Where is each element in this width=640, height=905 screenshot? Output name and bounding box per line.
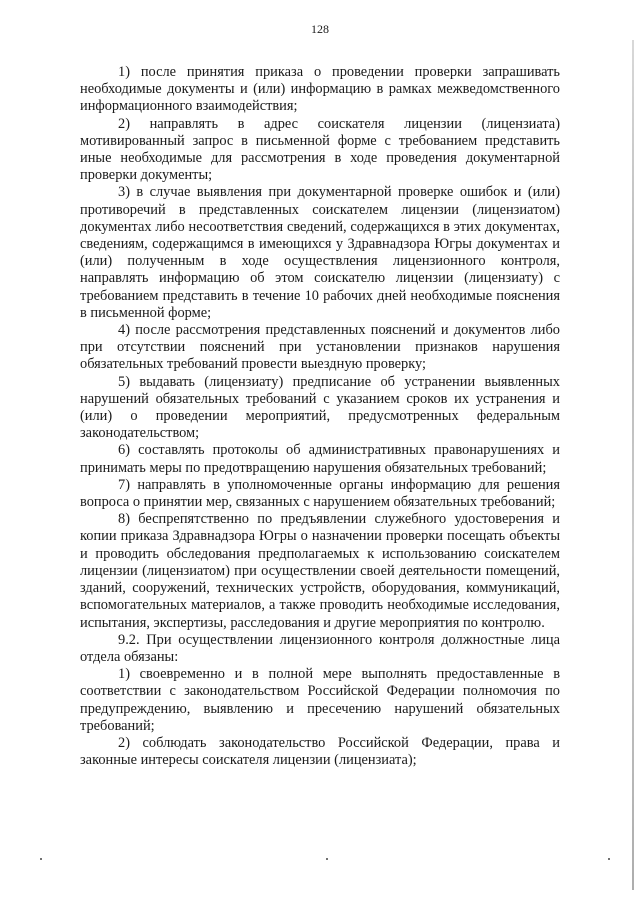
paragraph-3: 3) в случае выявления при документарной проверке ошибок и (или) противоречий в представленных соискателем лицензии (лицензиатом) документах либо несоответствия сведений, содержащихся в этих документах, сведениям, содержащимся в имеющихся у Здравнадзора Югры документах и (или) полученным в ходе осуществления лицензионного контроля, направлять информацию об этом соискателю лицензии (лицензиату) с требованием представить в течение 10 рабочих дней необходимые пояснения в письменной форме; (80, 184, 560, 321)
paragraph-1: 1) после принятия приказа о проведении проверки запрашивать необходимые документы и (или) информацию в рамках межведомственного информационного взаимодействия; (80, 64, 560, 115)
paragraph-5: 5) выдавать (лицензиату) предписание об устранении выявленных нарушений обязательных требований с указанием сроков их устранения и (или) о проведении мероприятий, предусмотренных федеральным законодательством; (80, 373, 560, 442)
scan-speck (40, 858, 42, 860)
paragraph-9-2-2: 2) соблюдать законодательство Российской Федерации, права и законные интересы соискателя лицензии (лицензиата); (80, 734, 560, 769)
scan-edge-line (632, 40, 634, 890)
paragraph-7: 7) направлять в уполномоченные органы информацию для решения вопроса о принятии мер, связанных с нарушением обязательных требований; (80, 476, 560, 511)
document-body (80, 64, 560, 769)
paragraph-2: 2) направлять в адрес соискателя лицензии (лицензиата) мотивированный запрос в письменной форме с требованием представить иные необходимые для рассмотрения в ходе проведения документарной проверки документы; (80, 115, 560, 184)
paragraph-4: 4) после рассмотрения представленных пояснений и документов либо при отсутствии пояснений при установлении признаков нарушения обязательных требований провести выездную проверку; (80, 322, 560, 373)
scan-speck (608, 858, 610, 860)
page-number: 128 (311, 22, 329, 36)
section-9-2-intro: 9.2. При осуществлении лицензионного контроля должностные лица отдела обязаны: (80, 631, 560, 665)
paragraph-9-2-1: 1) своевременно и в полной мере выполнять предоставленные в соответствии с законодательством Российской Федерации полномочия по предупреждению, выявлению и пресечению нарушений обязательных требований; (80, 666, 560, 734)
paragraph-8: 8) беспрепятственно по предъявлении служебного удостоверения и копии приказа Здравнадзора Югры о назначении проверки посещать объекты и проводить обследования предполагаемых к использованию соискателем лицензии (лицензиатом) при осуществлении своей деятельности помещений, зданий, сооружений, технических устройств, оборудования, коммуникаций, вспомогательных материалов, а также проводить необходимые исследования, испытания, экспертизы, расследования и другие мероприятия по контролю. (80, 511, 560, 631)
paragraph-6: 6) составлять протоколы об административных правонарушениях и принимать меры по предотвращению нарушения обязательных требований; (80, 442, 560, 476)
scan-speck (326, 858, 328, 860)
